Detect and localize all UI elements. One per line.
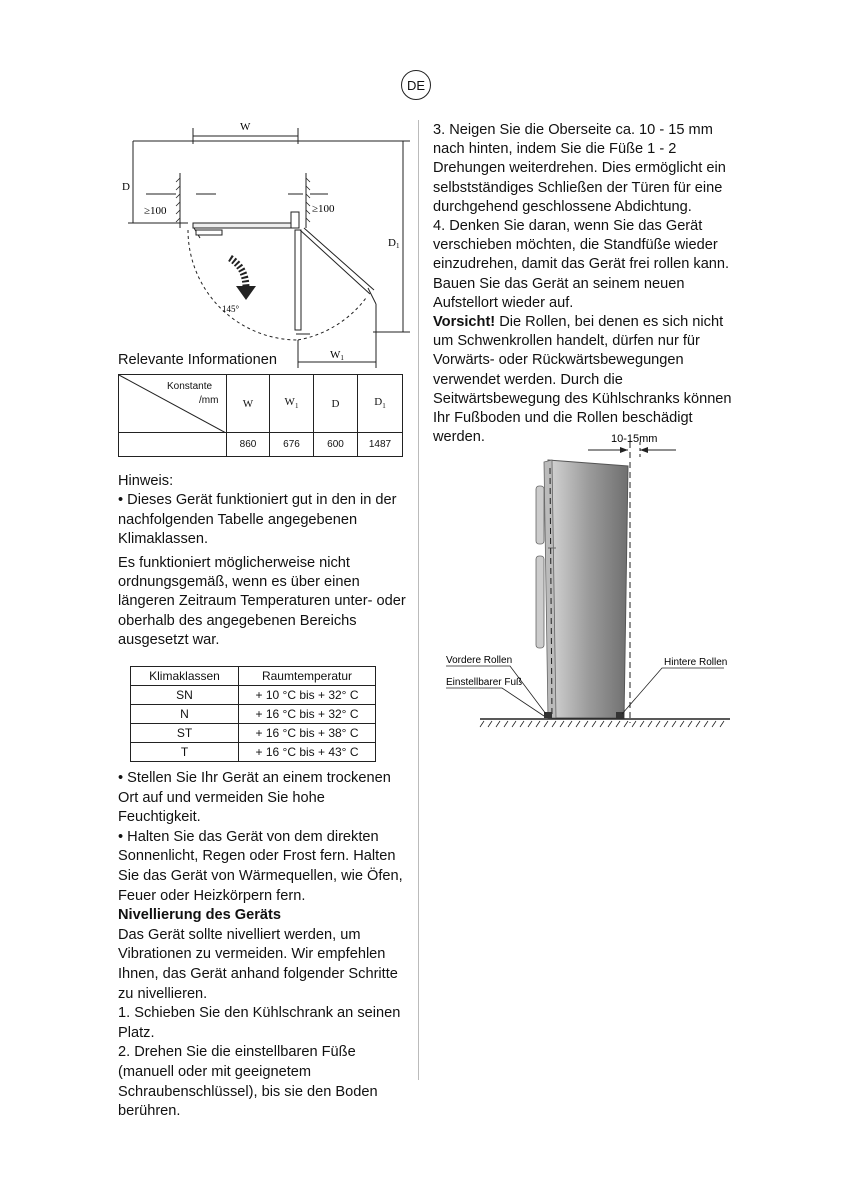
leveling-title: Nivellierung des Geräts bbox=[118, 907, 282, 924]
header-d1-main: D bbox=[374, 396, 383, 409]
adjustable-foot-label: Einstellbarer Fuß bbox=[446, 677, 523, 688]
table-row bbox=[131, 686, 376, 705]
climate-class: ST bbox=[131, 724, 239, 743]
table-row bbox=[131, 743, 376, 762]
climate-class: SN bbox=[131, 686, 239, 705]
bullet-heat-sources: • Halten Sie das Gerät von dem direkten Sonnenlicht, Regen oder Frost fern. Halten Sie das Gerät von Wärmequellen, wie Öfen, Feuer oder Heizkörpern fern. bbox=[118, 828, 403, 904]
table-corner-cell bbox=[119, 375, 227, 433]
empty-cell bbox=[119, 433, 227, 457]
climate-header-temp: Raumtemperatur bbox=[239, 667, 376, 686]
header-d-main: D bbox=[331, 397, 340, 410]
dim-d1-main: D bbox=[388, 237, 396, 249]
climate-temp: + 16 °C bis + 32° C bbox=[239, 705, 376, 724]
column-divider bbox=[418, 120, 419, 1080]
dim-d1-sub: 1 bbox=[395, 242, 400, 250]
climate-temp: + 16 °C bis + 38° C bbox=[239, 724, 376, 743]
leveling-step-1: 1. Schieben Sie den Kühlschrank an seinen Platz. bbox=[118, 1005, 401, 1041]
angle-label: 145° bbox=[222, 304, 240, 314]
caution-text: Die Rollen, bei denen es sich nicht um Schwenkrollen handelt, dürfen nur für Vorwärts- oder Rückwärtsbewegungen verwendet werden. Durch die Seitwärtsbewegung des Kühlschranks können Ihr Fußboden und die Rollen beschädigt werden. bbox=[433, 314, 732, 446]
note-paragraph-1: • Dieses Gerät funktioniert gut in den in der nachfolgenden Tabelle angegebenen Klimaklassen. bbox=[118, 492, 397, 548]
dimensions-table bbox=[118, 374, 403, 457]
lower-left-block bbox=[118, 769, 408, 1122]
climate-temp: + 10 °C bis + 32° C bbox=[239, 686, 376, 705]
value-w: 860 bbox=[227, 433, 270, 457]
climate-temp: + 16 °C bis + 43° C bbox=[239, 743, 376, 762]
value-w1: 676 bbox=[270, 433, 314, 457]
table-row bbox=[131, 705, 376, 724]
tilt-label: 10-15mm bbox=[611, 433, 658, 445]
front-rollers-label: Vordere Rollen bbox=[446, 655, 513, 666]
right-column-text bbox=[433, 121, 733, 447]
value-d1: 1487 bbox=[358, 433, 403, 457]
header-w bbox=[227, 375, 270, 433]
bullet-dry-location: • Stellen Sie Ihr Gerät an einem trockenen Ort auf und vermeiden Sie hohe Feuchtigkeit. bbox=[118, 770, 391, 826]
clearance-left-label: ≥100 bbox=[144, 205, 167, 217]
clearance-diagram bbox=[118, 118, 418, 370]
tilt-diagram bbox=[440, 428, 740, 738]
corner-top-label: Konstante bbox=[167, 381, 213, 392]
header-w1 bbox=[270, 375, 314, 433]
header-w1-main: W bbox=[284, 396, 295, 409]
note-paragraph-2: Es funktioniert möglicherweise nicht ordnungsgemäß, wenn es über einen längeren Zeitraum Temperaturen unter- oder oberhalb des angegebenen Bereichs ausgesetzt war. bbox=[118, 554, 406, 649]
dim-w1-label bbox=[330, 349, 344, 362]
note-block bbox=[118, 472, 408, 651]
dim-w1-main: W bbox=[330, 349, 341, 361]
clearance-right-label: ≥100 bbox=[312, 203, 335, 215]
language-badge: DE bbox=[401, 70, 431, 100]
leveling-step-3: 3. Neigen Sie die Oberseite ca. 10 - 15 mm nach hinten, indem Sie die Füße 1 - 2 Drehungen weiterdrehen. Dies ermöglicht ein selbstständiges Schließen der Türen für eine durchgehend geschlossene Abdichtung. bbox=[433, 122, 726, 215]
note-title: Hinweis: bbox=[118, 473, 174, 489]
relevant-info-heading: Relevante Informationen bbox=[118, 352, 278, 368]
header-w1-sub: 1 bbox=[294, 402, 299, 411]
header-w-main: W bbox=[242, 397, 254, 410]
value-d: 600 bbox=[314, 433, 358, 457]
leveling-step-2: 2. Drehen Sie die einstellbaren Füße (manuell oder mit geeignetem Schraubenschlüssel), bis sie den Boden berühren. bbox=[118, 1044, 378, 1120]
header-d1-sub: 1 bbox=[382, 402, 386, 411]
rear-rollers-label: Hintere Rollen bbox=[664, 657, 728, 668]
leveling-step-4: 4. Denken Sie daran, wenn Sie das Gerät verschieben möchten, die Standfüße wieder einzudrehen, damit das Gerät frei rollen kann. Bauen Sie das Gerät an seinem neuen Aufstellort wieder auf. bbox=[433, 218, 730, 311]
climate-header-class: Klimaklassen bbox=[131, 667, 239, 686]
header-d bbox=[314, 375, 358, 433]
leveling-intro: Das Gerät sollte nivelliert werden, um Vibrationen zu vermeiden. Wir empfehlen Ihnen, das Gerät anhand folgender Schritte zu nivellieren. bbox=[118, 926, 398, 1002]
header-d1 bbox=[358, 375, 403, 433]
dim-d1-label bbox=[388, 237, 400, 250]
climate-class: N bbox=[131, 705, 239, 724]
corner-bottom-label: /mm bbox=[199, 395, 219, 406]
dim-w1-sub: 1 bbox=[340, 354, 344, 362]
dim-w-label: W bbox=[240, 121, 251, 133]
caution-label: Vorsicht! bbox=[433, 314, 496, 331]
climate-class: T bbox=[131, 743, 239, 762]
table-row bbox=[131, 724, 376, 743]
climate-table bbox=[130, 666, 376, 762]
dim-d-label: D bbox=[122, 181, 130, 193]
